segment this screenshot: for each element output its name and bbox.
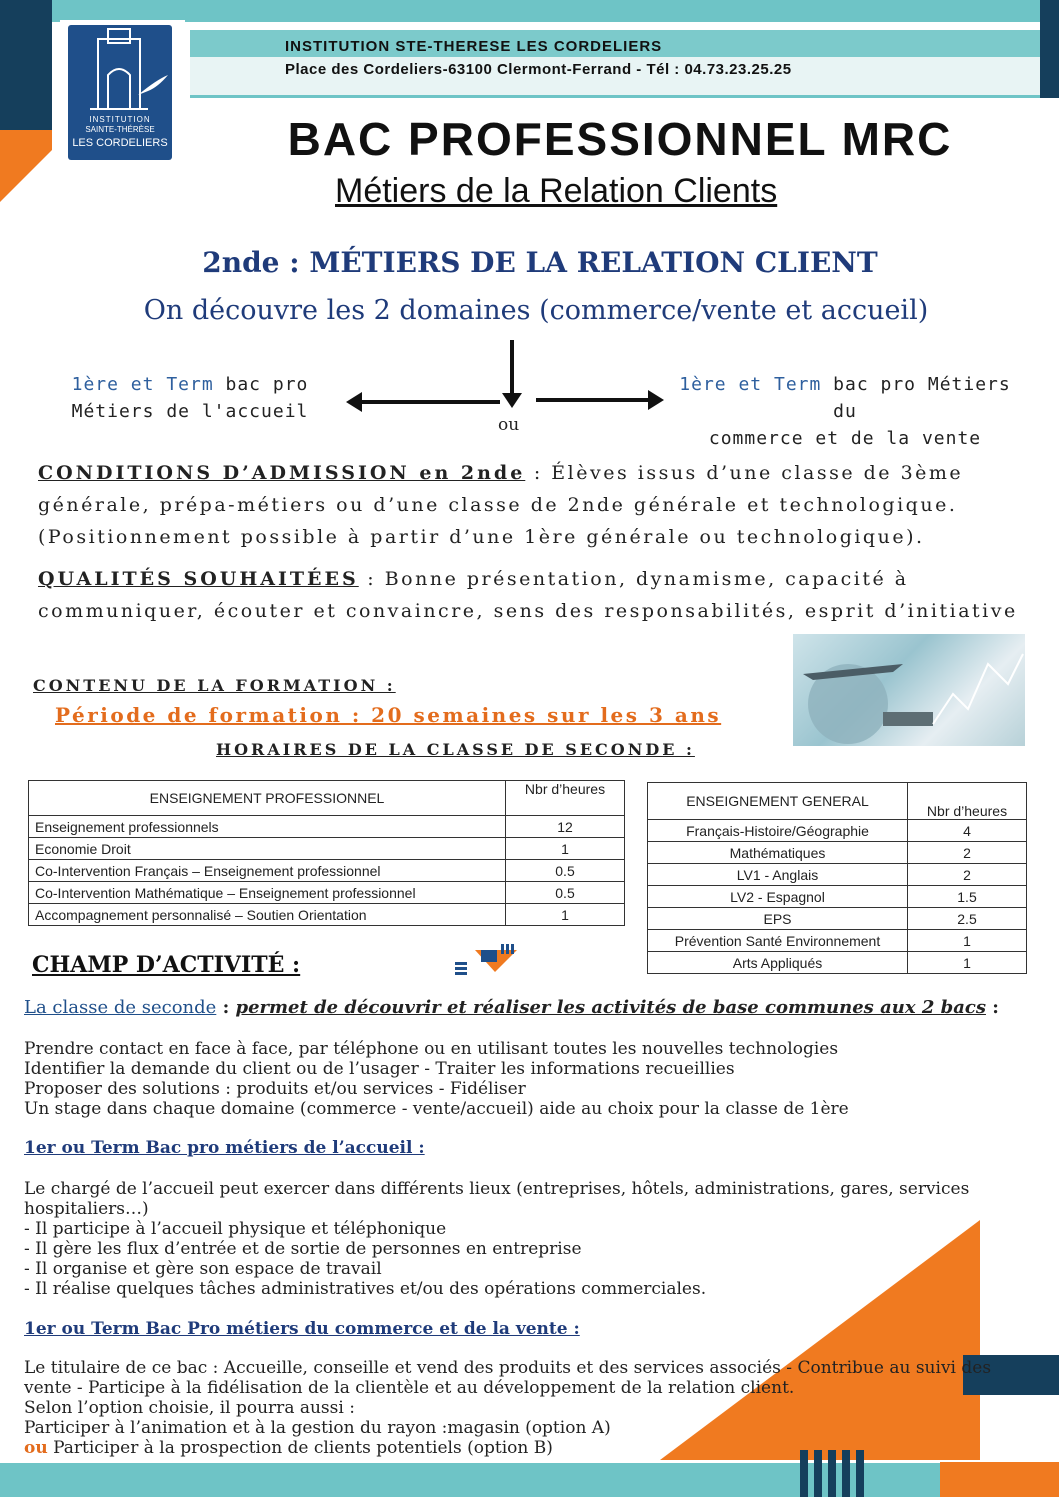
list-item: [24, 1438, 1034, 1458]
table-cell: 0.5: [506, 860, 625, 882]
table-cell: 1: [506, 838, 625, 860]
table-cell: Economie Droit: [29, 838, 506, 860]
qualites-text: : Bonne présentation, dynamisme, capacité à communiquer, écouter et convaincre, sens des responsabilités, esprit d’initiative: [38, 568, 1018, 622]
table-row: [648, 864, 1027, 886]
list-item: Prendre contact en face à face, par téléphone ou en utilisant toutes les nouvelles technologies: [24, 1039, 839, 1059]
table-cell: 1: [908, 952, 1027, 974]
track-commerce-prefix: 1ère et Term: [679, 374, 822, 395]
classe-seconde-emph: permet de découvrir et réaliser les activités de base communes aux 2 bacs: [235, 997, 986, 1018]
table-header: Nbr d’heures: [506, 781, 625, 816]
track-accueil-label: Métiers de l'accueil: [71, 401, 309, 422]
table-cell: Français-Histoire/Géographie: [648, 820, 908, 842]
table-cell: LV1 - Anglais: [648, 864, 908, 886]
or-word: ou: [24, 1438, 48, 1458]
table-cell: 1: [506, 904, 625, 926]
page-subtitle: Métiers de la Relation Clients: [335, 172, 778, 210]
table-cell: Co-Intervention Français – Enseignement professionnel: [29, 860, 506, 882]
table-cell: 0.5: [506, 882, 625, 904]
track-or: ou: [498, 415, 520, 435]
table-row: [648, 842, 1027, 864]
list-item: - Il gère les flux d’entrée et de sortie de personnes en entreprise: [24, 1239, 582, 1259]
institution-name: INSTITUTION STE-THERESE LES CORDELIERS: [285, 38, 663, 55]
track-accueil-suffix: bac pro: [213, 374, 309, 395]
track-arrows: [340, 338, 670, 418]
table-general: [647, 782, 1027, 974]
commerce-list: [24, 1358, 1034, 1458]
table-cell: 2: [908, 864, 1027, 886]
institution-address: Place des Cordeliers-63100 Clermont-Ferrand - Tél : 04.73.23.25.25: [285, 61, 792, 78]
horaires-heading: HORAIRES DE LA CLASSE DE SECONDE :: [216, 740, 695, 759]
globe-image: [793, 634, 1025, 746]
logo-line-2: SAINTE-THÉRÈSE: [85, 125, 155, 134]
table-cell: Prévention Santé Environnement: [648, 930, 908, 952]
table-header: Nbr d’heures: [908, 783, 1027, 820]
table-cell: EPS: [648, 908, 908, 930]
table-row: [648, 820, 1027, 842]
classe-seconde-sep: :: [216, 997, 236, 1018]
track-commerce-suffix: bac pro Métiers du: [821, 374, 1011, 422]
list-item: Le titulaire de ce bac : Accueille, conseille et vend des produits et des services associés - Contribue au suivi des vente - Participe à la fidélisation de la clientèle et au développement de la relation client.: [24, 1358, 992, 1398]
list-item: Participer à l’animation et à la gestion du rayon :magasin (option A): [24, 1418, 611, 1438]
table-cell: Co-Intervention Mathématique – Enseignement professionnel: [29, 882, 506, 904]
decor-navy-block: [0, 0, 52, 130]
table-row: [29, 882, 625, 904]
seconde-intro: On découvre les 2 domaines (commerce/vente et accueil): [143, 295, 929, 326]
periode-formation: Période de formation : 20 semaines sur les 3 ans: [55, 703, 722, 727]
table-row: [29, 838, 625, 860]
table-row: [29, 816, 625, 838]
decor-teal-top: [190, 0, 1059, 22]
decor-teal-strip: [52, 0, 197, 22]
table-cell: 1.5: [908, 886, 1027, 908]
conditions-label: CONDITIONS D’ADMISSION en 2nde: [38, 462, 526, 484]
table-row: [648, 908, 1027, 930]
table-cell: Enseignement professionnels: [29, 816, 506, 838]
table-cell: 12: [506, 816, 625, 838]
decor-navy-right: [1040, 0, 1059, 98]
table-row: [648, 886, 1027, 908]
table-header: ENSEIGNEMENT GENERAL: [648, 783, 908, 820]
conditions-paragraph: [38, 457, 1028, 553]
table-cell: 4: [908, 820, 1027, 842]
table-professionnel: [28, 780, 625, 926]
commerce-heading: 1er ou Term Bac Pro métiers du commerce et de la vente :: [24, 1319, 580, 1339]
table-cell: Mathématiques: [648, 842, 908, 864]
track-commerce-label: commerce et de la vente: [708, 428, 982, 449]
page-title: BAC PROFESSIONNEL MRC: [287, 113, 953, 165]
table-cell: LV2 - Espagnol: [648, 886, 908, 908]
champ-heading: CHAMP D’ACTIVITÉ :: [32, 952, 301, 978]
option-b: Participer à la prospection de clients potentiels (option B): [47, 1438, 553, 1458]
accueil-list: [24, 1179, 1034, 1299]
logo-line-1: INSTITUTION: [89, 115, 151, 124]
list-item: - Il réalise quelques tâches administratives et/ou des opérations commerciales.: [24, 1279, 707, 1299]
table-header: ENSEIGNEMENT PROFESSIONNEL: [29, 781, 506, 816]
list-item: Selon l’option choisie, il pourra aussi :: [24, 1398, 355, 1418]
table-cell: Accompagnement personnalisé – Soutien Orientation: [29, 904, 506, 926]
logo-line-3: LES CORDELIERS: [72, 137, 168, 149]
classe-seconde-label: La classe de seconde: [24, 997, 217, 1018]
list-item: - Il participe à l’accueil physique et téléphonique: [24, 1219, 447, 1239]
header-rule: [190, 95, 1059, 98]
list-item: Un stage dans chaque domaine (commerce - vente/accueil) aide au choix pour la classe de 1ère: [24, 1099, 849, 1119]
track-commerce: [665, 371, 1025, 452]
track-accueil-prefix: 1ère et Term: [71, 374, 214, 395]
table-row: [29, 860, 625, 882]
list-item: Le chargé de l’accueil peut exercer dans différents lieux (entreprises, hôtels, administrations, gares, services hospitaliers…): [24, 1179, 970, 1219]
list-item: Proposer des solutions : produits et/ou services - Fidéliser: [24, 1079, 526, 1099]
qualites-label: QUALITÉS SOUHAITÉES: [38, 568, 359, 590]
list-item: Identifier la demande du client ou de l’usager - Traiter les informations recueillies: [24, 1059, 735, 1079]
globe-illustration: [793, 634, 1025, 746]
table-row: [648, 952, 1027, 974]
qualites-paragraph: [38, 563, 1028, 627]
seconde-heading: 2nde : MÉTIERS DE LA RELATION CLIENT: [202, 246, 878, 279]
list-item: - Il organise et gère son espace de travail: [24, 1259, 382, 1279]
activity-icon: [455, 944, 517, 978]
table-cell: 2.5: [908, 908, 1027, 930]
table-row: [29, 904, 625, 926]
classe-seconde-end: :: [985, 997, 999, 1018]
accueil-heading: 1er ou Term Bac pro métiers de l’accueil :: [24, 1138, 425, 1158]
conditions-text: : Élèves issus d’une classe de 3ème générale, prépa-métiers ou d’une classe de 2nde générale et technologique. (Positionnement possible à partir d’une 1ère générale ou technologique).: [38, 462, 964, 548]
table-header-row: [648, 783, 1027, 820]
track-accueil: [60, 371, 320, 425]
contenu-heading: CONTENU DE LA FORMATION :: [33, 676, 396, 695]
table-row: [648, 930, 1027, 952]
table-header-row: [29, 781, 625, 816]
table-cell: 2: [908, 842, 1027, 864]
table-cell: 1: [908, 930, 1027, 952]
classe-seconde-heading: [24, 998, 1034, 1018]
classe-seconde-list: [24, 1039, 1034, 1119]
table-cell: Arts Appliqués: [648, 952, 908, 974]
